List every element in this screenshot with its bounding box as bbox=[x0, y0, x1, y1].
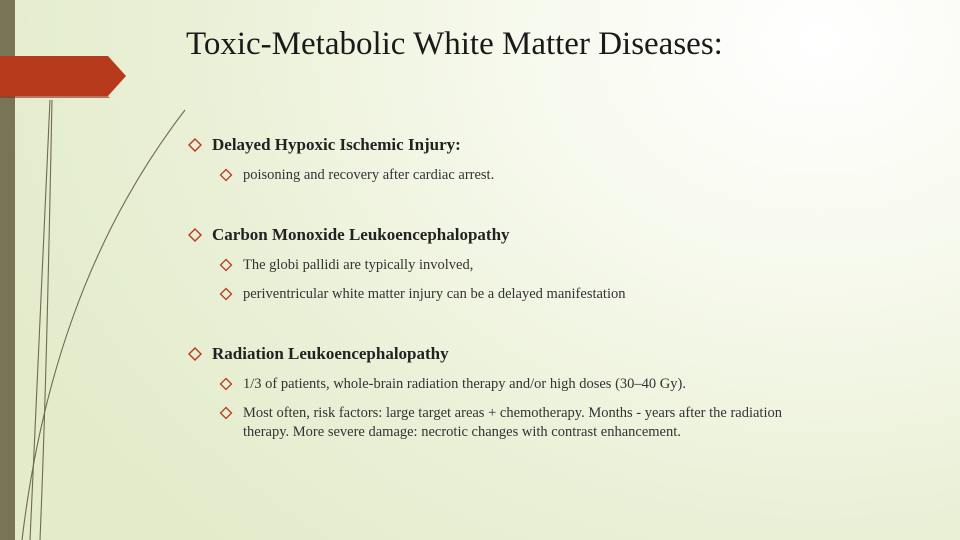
decorative-line bbox=[40, 100, 52, 540]
accent-arrow-shadow bbox=[0, 96, 110, 98]
sub-bullet bbox=[219, 256, 799, 275]
sub-bullet bbox=[219, 166, 799, 185]
sub-bullet-text: 1/3 of patients, whole-brain radiation therapy and/or high doses (30–40 Gy). bbox=[243, 376, 686, 392]
decorative-lines bbox=[22, 100, 185, 540]
sub-bullet-text: The globi pallidi are typically involved, bbox=[243, 257, 474, 273]
bullet-heading-text: Carbon Monoxide Leukoencephalopathy bbox=[212, 225, 510, 244]
diamond-bullet-icon bbox=[188, 347, 202, 361]
bullet-heading bbox=[188, 135, 461, 155]
diamond-bullet-icon bbox=[219, 406, 233, 420]
accent-arrow bbox=[0, 56, 126, 96]
diamond-bullet-icon bbox=[188, 228, 202, 242]
diamond-bullet-icon bbox=[219, 287, 233, 301]
slide-title: Toxic-Metabolic White Matter Diseases: bbox=[186, 26, 723, 62]
sub-bullet bbox=[219, 285, 799, 304]
diamond-bullet-icon bbox=[219, 377, 233, 391]
diamond-bullet-icon bbox=[219, 258, 233, 272]
diamond-bullet-icon bbox=[188, 138, 202, 152]
bullet-heading-text: Radiation Leukoencephalopathy bbox=[212, 344, 449, 363]
sub-bullet bbox=[219, 404, 799, 442]
bullet-heading bbox=[188, 344, 449, 364]
bullet-heading bbox=[188, 225, 510, 245]
sub-bullet-text: poisoning and recovery after cardiac arrest. bbox=[243, 167, 495, 183]
sub-bullet-text: Most often, risk factors: large target areas + chemotherapy. Months - years after the radiation therapy. More severe damage: necrotic changes with contrast enhancement. bbox=[243, 405, 782, 440]
diamond-bullet-icon bbox=[219, 168, 233, 182]
sub-bullet-text: periventricular white matter injury can be a delayed manifestation bbox=[243, 286, 626, 302]
sub-bullet bbox=[219, 375, 799, 394]
bullet-heading-text: Delayed Hypoxic Ischemic Injury: bbox=[212, 135, 461, 154]
